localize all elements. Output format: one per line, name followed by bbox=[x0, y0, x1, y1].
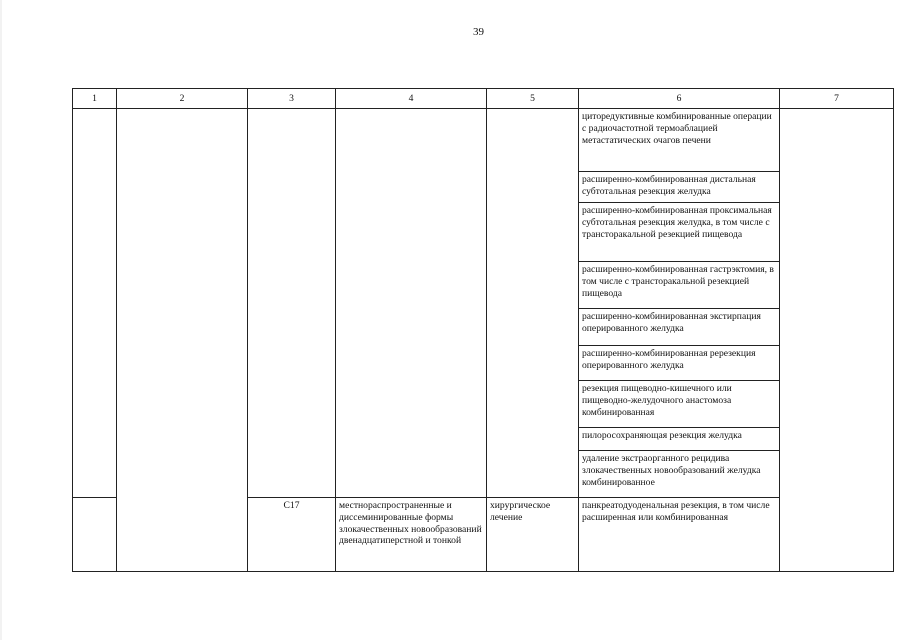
procedures-table bbox=[72, 88, 894, 572]
procedure-cell: расширенно-комбинированная проксимальная субтотальная резекция желудка, в том числе с трансторакальной резекцией пищевода bbox=[579, 203, 780, 262]
table-row bbox=[73, 109, 894, 172]
procedure-cell: пилоросохраняющая резекция желудка bbox=[579, 428, 780, 451]
column-header-2: 2 bbox=[117, 89, 248, 109]
procedure-cell: резекция пищеводно-кишечного или пищеводно-желудочного анастомоза комбинированная bbox=[579, 381, 780, 428]
column-header-6: 6 bbox=[579, 89, 780, 109]
cell-col7-block bbox=[780, 109, 894, 572]
procedure-cell: расширенно-комбинированная гастрэктомия, в том числе с трансторакальной резекцией пищевода bbox=[579, 262, 780, 309]
procedure-cell: циторедуктивные комбинированные операции с радиочастотной термоаблацией метастатических очагов печени bbox=[579, 109, 780, 172]
scan-edge bbox=[0, 0, 2, 640]
cell-col1-c17 bbox=[73, 498, 117, 572]
procedure-cell: панкреатодуоденальная резекция, в том числе расширенная или комбинированная bbox=[579, 498, 780, 572]
column-header-4: 4 bbox=[336, 89, 487, 109]
procedure-cell: удаление экстраорганного рецидива злокачественных новообразований желудка комбинированное bbox=[579, 451, 780, 498]
header-row bbox=[73, 89, 894, 109]
disease-model-cell: местнораспространенные и диссеминированные формы злокачественных новообразований двенадцатиперстной и тонкой bbox=[336, 498, 487, 572]
cell-col5-block bbox=[487, 109, 579, 498]
column-header-3: 3 bbox=[248, 89, 336, 109]
procedure-cell: расширенно-комбинированная дистальная субтотальная резекция желудка bbox=[579, 172, 780, 203]
cell-col4-block bbox=[336, 109, 487, 498]
column-header-7: 7 bbox=[780, 89, 894, 109]
column-header-5: 5 bbox=[487, 89, 579, 109]
cell-col3-block bbox=[248, 109, 336, 498]
diagnosis-code-cell: C17 bbox=[248, 498, 336, 572]
treatment-type-cell: хирургическое лечение bbox=[487, 498, 579, 572]
page-number: 39 bbox=[473, 26, 484, 38]
cell-col1-block bbox=[73, 109, 117, 498]
column-header-1: 1 bbox=[73, 89, 117, 109]
cell-col2-block bbox=[117, 109, 248, 572]
procedure-cell: расширенно-комбинированная ререзекция оперированного желудка bbox=[579, 346, 780, 381]
procedure-cell: расширенно-комбинированная экстирпация оперированного желудка bbox=[579, 309, 780, 346]
